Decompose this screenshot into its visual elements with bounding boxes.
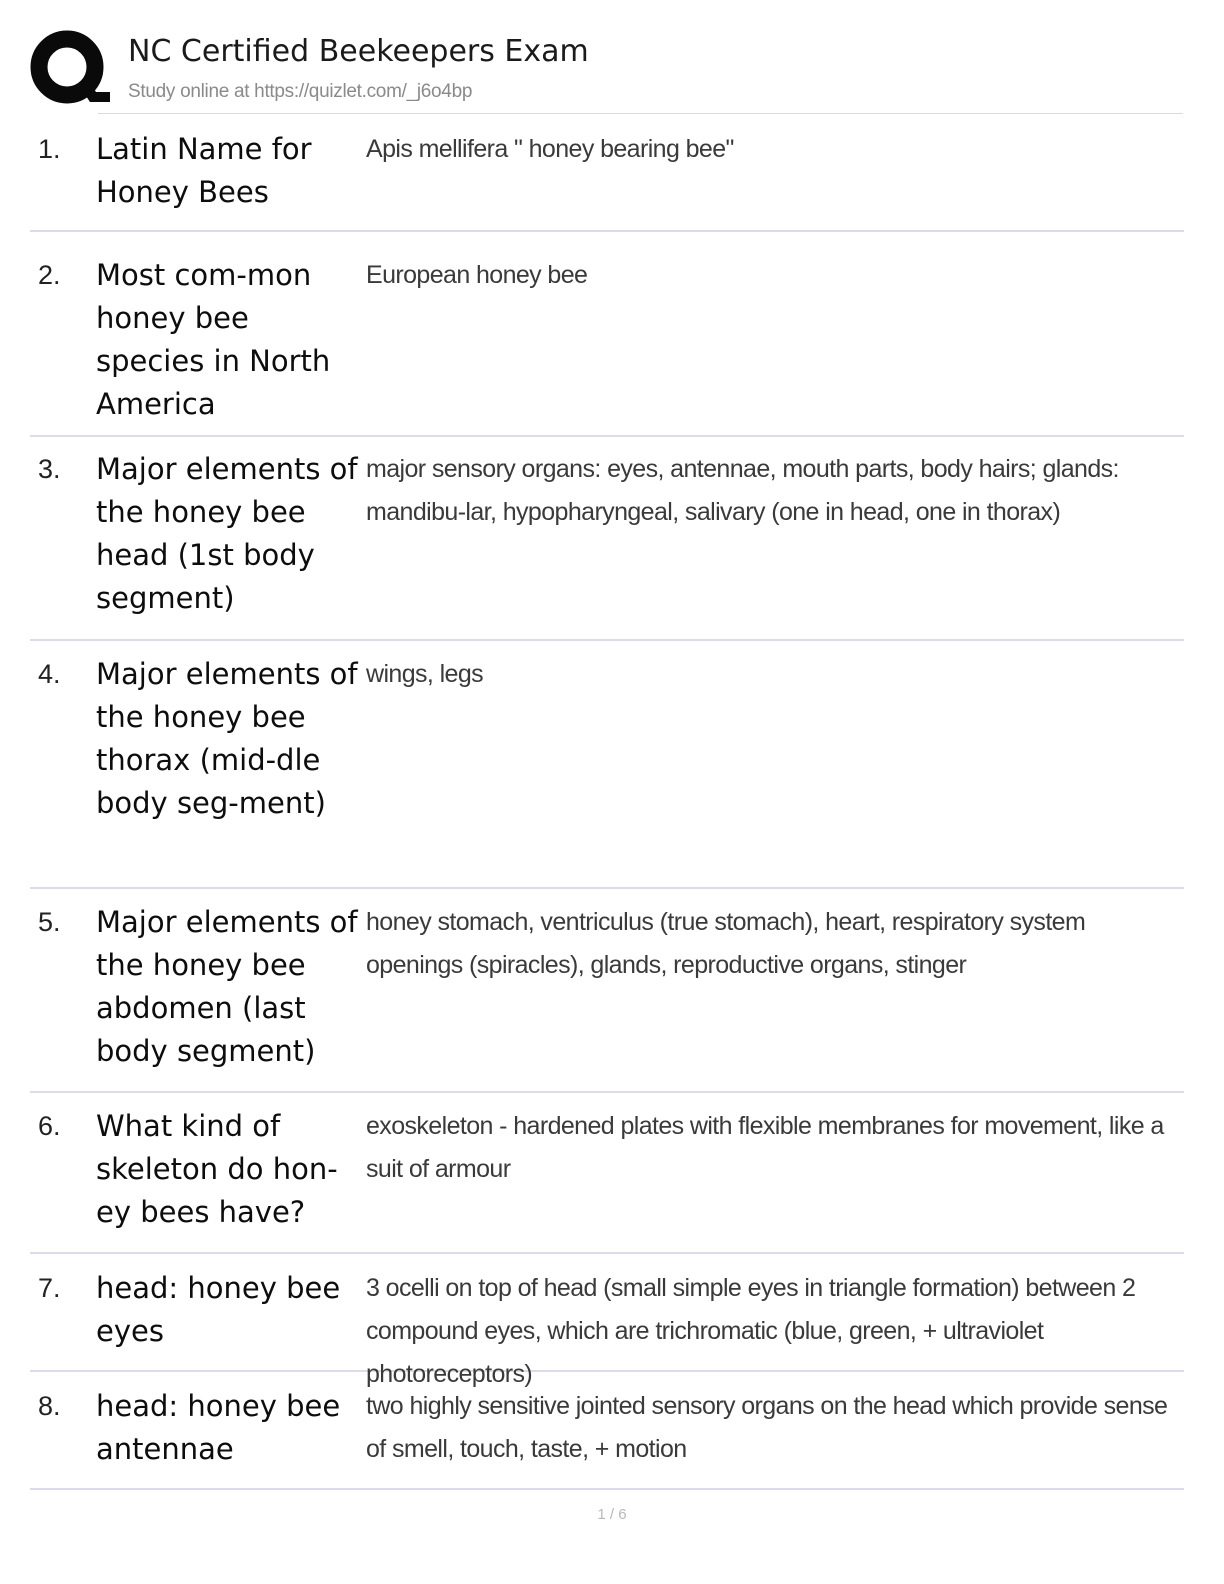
card-term: Latin Name for Honey Bees: [96, 132, 312, 209]
card-term: Major elements of the honey bee thorax (mid-dle body seg-ment): [96, 657, 358, 820]
card-term: head: honey bee antennae: [96, 1389, 341, 1466]
flashcard: [30, 889, 1184, 1093]
card-term: What kind of skeleton do hon-ey bees have?: [96, 1109, 338, 1229]
flashcard: [30, 1254, 1184, 1388]
card-number: 5.: [38, 907, 61, 937]
flashcard: [30, 1093, 1184, 1254]
page-number: 1 / 6: [597, 1506, 627, 1523]
card-number: 6.: [38, 1111, 61, 1141]
card-definition: wings, legs: [366, 660, 484, 688]
flashcard-list: [30, 114, 1184, 1490]
card-term: Major elements of the honey bee head (1st body segment): [96, 452, 358, 615]
flashcard: [30, 1372, 1184, 1490]
card-number: 2.: [38, 260, 61, 290]
card-number: 8.: [38, 1391, 61, 1421]
flashcard: [30, 641, 1184, 889]
card-definition: exoskeleton - hardened plates with flexible membranes for movement, like a suit of armour: [366, 1112, 1164, 1183]
card-term: Major elements of the honey bee abdomen (last body segment): [96, 905, 358, 1068]
study-online-link[interactable]: Study online at https://quizlet.com/_j6o4bp: [128, 81, 473, 102]
quizlet-logo-icon: [30, 30, 110, 110]
card-definition: two highly sensitive jointed sensory organs on the head which provide sense of smell, touch, taste, + motion: [366, 1392, 1168, 1463]
document-header: [30, 26, 1184, 114]
card-definition: honey stomach, ventriculus (true stomach), heart, respiratory system openings (spiracles), glands, reproductive organs, stinger: [366, 908, 1086, 979]
card-definition: major sensory organs: eyes, antennae, mouth parts, body hairs; glands: mandibu-lar, hypopharyngeal, salivary (one in head, one in thorax): [366, 455, 1119, 526]
card-term: head: honey bee eyes: [96, 1271, 341, 1348]
flashcard: [30, 437, 1184, 641]
card-term: Most com-mon honey bee species in North America: [96, 258, 331, 421]
card-number: 4.: [38, 659, 61, 689]
card-definition: European honey bee: [366, 261, 588, 289]
page-title: NC Certified Beekeepers Exam: [128, 34, 589, 69]
card-number: 1.: [38, 134, 61, 164]
card-number: 3.: [38, 454, 61, 484]
card-definition: Apis mellifera " honey bearing bee": [366, 135, 734, 163]
card-number: 7.: [38, 1273, 61, 1303]
flashcard: [30, 232, 1184, 437]
flashcard: [30, 114, 1184, 232]
card-definition: 3 ocelli on top of head (small simple eyes in triangle formation) between 2 compound eyes, which are trichromatic (blue, green, + ultraviolet photoreceptors): [366, 1274, 1136, 1388]
